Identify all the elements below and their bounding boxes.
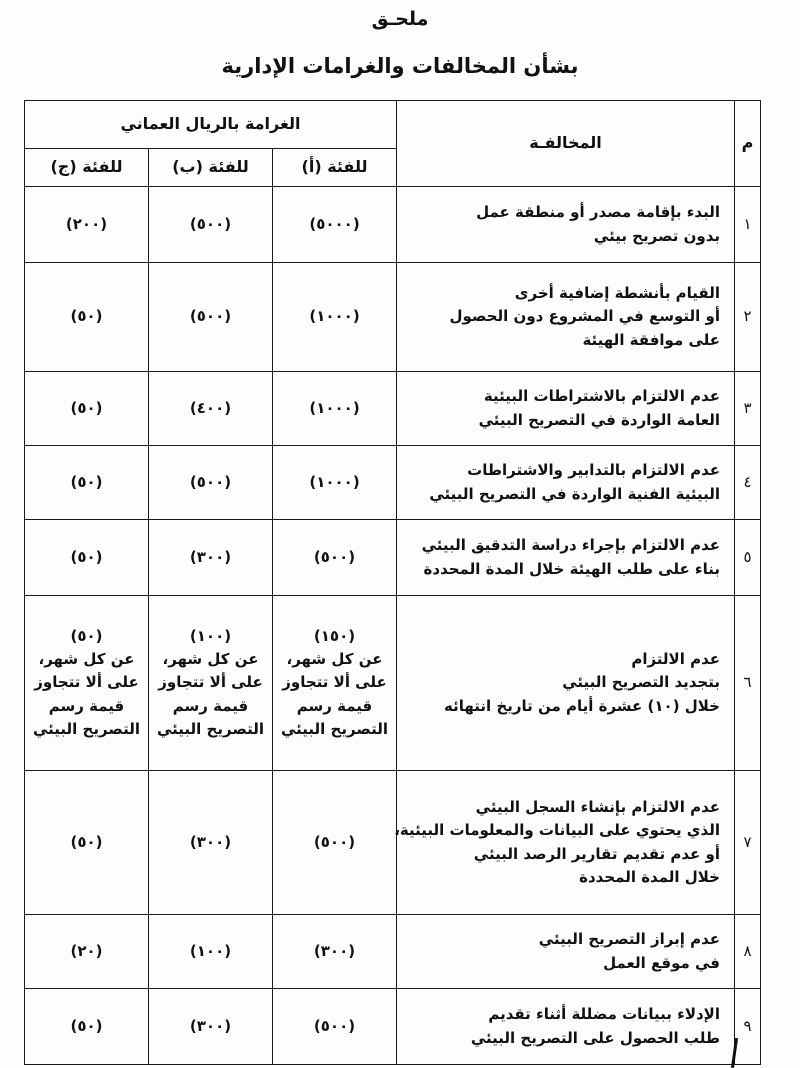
violation-line: البدء بإقامة مصدر أو منطقة عمل bbox=[476, 203, 720, 222]
violation-cell bbox=[394, 771, 735, 915]
row-number: ٧ bbox=[735, 771, 761, 915]
table-row bbox=[25, 263, 761, 372]
header-category-b: للفئة (ب) bbox=[149, 149, 273, 187]
fine-note: عن كل شهر، bbox=[286, 650, 383, 669]
row-number: ١ bbox=[735, 187, 761, 263]
fine-note: على ألا تتجاوز bbox=[158, 673, 263, 692]
fine-note: التصريح البيئي bbox=[33, 719, 140, 738]
fine-note: قيمة رسم bbox=[48, 696, 125, 715]
violation-line: عدم الالتزام بالاشتراطات البيئية bbox=[483, 387, 720, 406]
header-category-c: للفئة (ج) bbox=[25, 149, 149, 187]
violation-line: أو التوسع في المشروع دون الحصول bbox=[449, 307, 720, 326]
fine-note: التصريح البيئي bbox=[157, 719, 264, 738]
fine-category-c: (٥٠) bbox=[25, 263, 149, 372]
violation-line: عدم الالتزام بالتدابير والاشتراطات bbox=[467, 461, 720, 480]
violation-line: في موقع العمل bbox=[603, 953, 720, 972]
fine-amount: (٥٠) bbox=[70, 626, 103, 645]
fine-category-b bbox=[149, 596, 273, 771]
violation-line: بدون تصريح بيئي bbox=[593, 226, 720, 245]
row-number: ٨ bbox=[735, 915, 761, 989]
fine-category-c: (٢٠) bbox=[25, 915, 149, 989]
fines-table bbox=[24, 100, 761, 1065]
violation-line: أو عدم تقديم تقارير الرصد البيئي bbox=[473, 844, 720, 863]
fine-category-c: (٥٠) bbox=[25, 372, 149, 446]
violation-line: خلال المدة المحددة bbox=[579, 867, 720, 886]
header-category-a: للفئة (أ) bbox=[273, 149, 397, 187]
fine-category-b: (٥٠٠) bbox=[149, 187, 273, 263]
violation-cell bbox=[397, 446, 735, 520]
row-number: ٣ bbox=[735, 372, 761, 446]
header-number: م bbox=[735, 101, 761, 187]
fine-note: قيمة رسم bbox=[172, 696, 249, 715]
fine-category-b: (٤٠٠) bbox=[149, 372, 273, 446]
violation-line: العامة الواردة في التصريح البيئي bbox=[478, 410, 720, 429]
violation-line: على موافقة الهيئة bbox=[582, 330, 720, 349]
fine-category-b: (٥٠٠) bbox=[149, 446, 273, 520]
table-row bbox=[25, 596, 761, 771]
header-fine-group: الغرامة بالريال العماني bbox=[25, 101, 397, 149]
fine-category-b: (٣٠٠) bbox=[149, 520, 273, 596]
fine-category-c: (٥٠) bbox=[25, 771, 149, 915]
row-number: ٢ bbox=[735, 263, 761, 372]
annex-subtitle: بشأن المخالفات والغرامات الإدارية bbox=[221, 54, 579, 78]
fine-note: قيمة رسم bbox=[296, 696, 373, 715]
violation-line: عدم الالتزام bbox=[631, 650, 720, 669]
fine-category-c: (٥٠) bbox=[25, 989, 149, 1065]
table-row bbox=[25, 989, 761, 1065]
violation-line: طلب الحصول على التصريح البيئي bbox=[470, 1028, 720, 1047]
violation-line: الذي يحتوي على البيانات والمعلومات البيئية، bbox=[394, 821, 720, 840]
fine-category-a: (٥٠٠) bbox=[273, 989, 397, 1065]
fine-category-b: (١٠٠) bbox=[149, 915, 273, 989]
fine-amount: (١٠٠) bbox=[189, 626, 232, 645]
row-number: ٥ bbox=[735, 520, 761, 596]
row-number: ٩ bbox=[735, 989, 761, 1065]
fine-note: على ألا تتجاوز bbox=[282, 673, 387, 692]
fine-category-a: (٥٠٠) bbox=[273, 771, 397, 915]
fine-category-b: (٣٠٠) bbox=[149, 989, 273, 1065]
fine-note: على ألا تتجاوز bbox=[34, 673, 139, 692]
fine-category-c: (٥٠) bbox=[25, 520, 149, 596]
violation-line: بناء على طلب الهيئة خلال المدة المحددة bbox=[423, 559, 720, 578]
violation-line: عدم إبراز التصريح البيئي bbox=[538, 930, 720, 949]
fine-category-a: (٣٠٠) bbox=[273, 915, 397, 989]
violation-line: البيئية الفنية الواردة في التصريح البيئي bbox=[429, 484, 720, 503]
table-row bbox=[25, 446, 761, 520]
header-violation: المخالفـة bbox=[397, 101, 735, 187]
fine-amount: (١٥٠) bbox=[313, 626, 356, 645]
row-number: ٦ bbox=[735, 596, 761, 771]
violation-line: خلال (١٠) عشرة أيام من تاريخ انتهائه bbox=[444, 696, 720, 715]
violation-cell bbox=[397, 989, 735, 1065]
violation-cell bbox=[397, 915, 735, 989]
fine-category-c: (٥٠) bbox=[25, 446, 149, 520]
fine-category-b: (٥٠٠) bbox=[149, 263, 273, 372]
violation-line: القيام بأنشطة إضافية أخرى bbox=[514, 284, 720, 303]
table-row bbox=[25, 372, 761, 446]
violation-cell bbox=[397, 263, 735, 372]
violation-cell bbox=[397, 596, 735, 771]
fine-category-c: (٢٠٠) bbox=[25, 187, 149, 263]
table-row bbox=[25, 771, 761, 915]
violation-line: عدم الالتزام بإجراء دراسة التدقيق البيئي bbox=[421, 536, 720, 555]
fine-category-a: (١٠٠٠) bbox=[273, 263, 397, 372]
violation-line: الإدلاء ببيانات مضللة أثناء تقديم bbox=[488, 1005, 720, 1024]
fine-category-b: (٣٠٠) bbox=[149, 771, 273, 915]
fine-category-a: (١٠٠٠) bbox=[273, 372, 397, 446]
row-number: ٤ bbox=[735, 446, 761, 520]
table-row bbox=[25, 915, 761, 989]
violation-cell bbox=[397, 187, 735, 263]
annex-title: ملحـق bbox=[371, 8, 429, 30]
fine-category-a: (٥٠٠) bbox=[273, 520, 397, 596]
violation-cell bbox=[397, 372, 735, 446]
violation-cell bbox=[397, 520, 735, 596]
fine-note: عن كل شهر، bbox=[162, 650, 259, 669]
fine-note: عن كل شهر، bbox=[38, 650, 135, 669]
violation-line: بتجديد التصريح البيئي bbox=[562, 673, 720, 692]
fine-category-a: (٥٠٠٠) bbox=[273, 187, 397, 263]
fine-note: التصريح البيئي bbox=[281, 719, 388, 738]
fine-category-a: (١٠٠٠) bbox=[273, 446, 397, 520]
violation-line: عدم الالتزام بإنشاء السجل البيئي bbox=[475, 798, 720, 816]
fine-category-a bbox=[273, 596, 397, 771]
fine-category-c bbox=[25, 596, 149, 771]
table-row bbox=[25, 520, 761, 596]
header-row-1 bbox=[25, 101, 761, 149]
table-row bbox=[25, 187, 761, 263]
